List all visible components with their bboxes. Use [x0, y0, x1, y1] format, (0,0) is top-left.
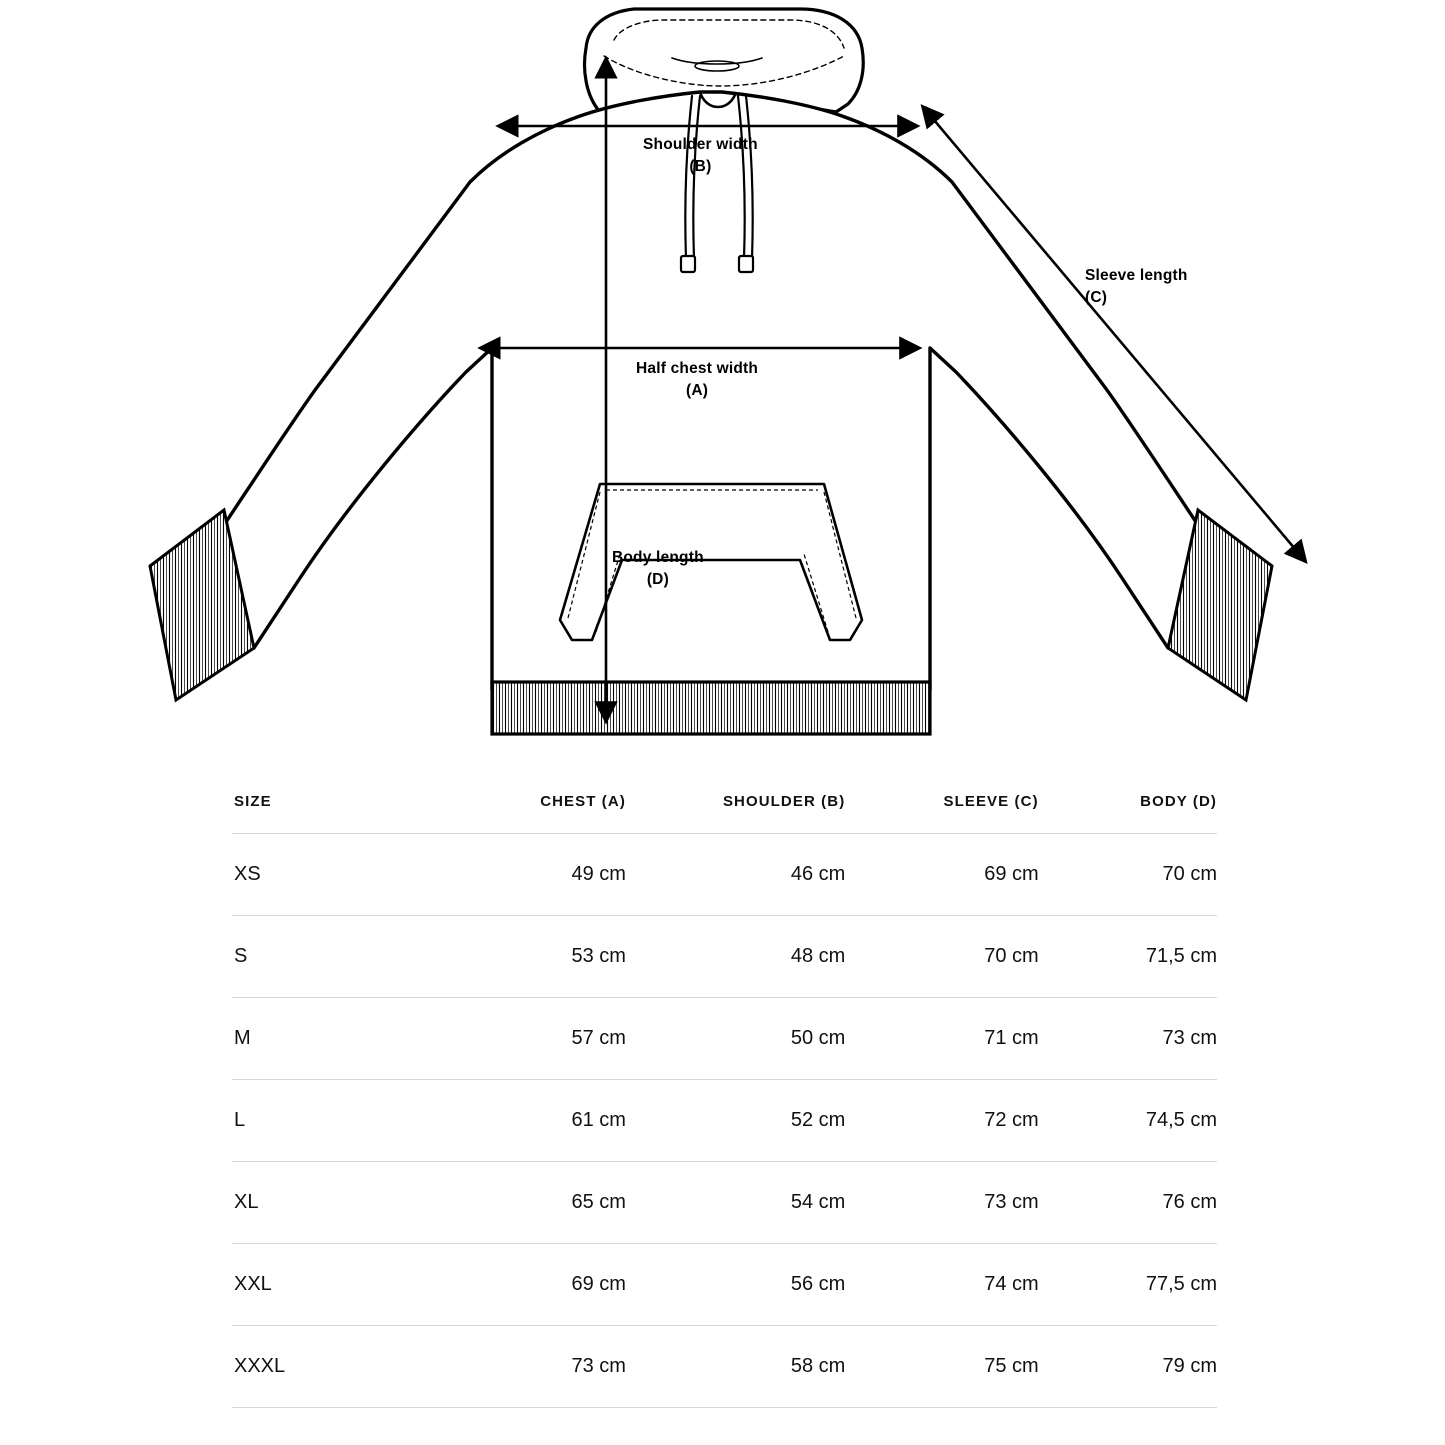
cell-body: 73 cm [1043, 998, 1217, 1080]
cell-chest: 65 cm [431, 1162, 630, 1244]
cell-shoulder: 54 cm [630, 1162, 849, 1244]
body-length-label [612, 547, 704, 592]
half-chest-width-label-line1: Half chest width [636, 360, 759, 377]
drawstring-tip-right [739, 256, 753, 272]
shoulder-width-label [643, 134, 758, 179]
size-chart-head [232, 775, 1217, 834]
cell-sleeve: 73 cm [849, 1162, 1042, 1244]
cell-shoulder: 56 cm [630, 1244, 849, 1326]
cell-size: M [232, 998, 431, 1080]
cell-body: 79 cm [1043, 1326, 1217, 1408]
cell-size: XXXL [232, 1326, 431, 1408]
table-header-row [232, 775, 1217, 834]
cell-chest: 57 cm [431, 998, 630, 1080]
cell-shoulder: 52 cm [630, 1080, 849, 1162]
cell-sleeve: 69 cm [849, 834, 1042, 916]
waist-ribbing [492, 682, 930, 734]
half-chest-width-label-line2: (A) [685, 382, 709, 400]
cell-shoulder: 50 cm [630, 998, 849, 1080]
table-row [232, 1080, 1217, 1162]
cell-size: S [232, 916, 431, 998]
table-row [232, 1326, 1217, 1408]
cell-chest: 49 cm [431, 834, 630, 916]
column-header-shoulder: SHOULDER (B) [722, 792, 846, 810]
cell-chest: 69 cm [431, 1244, 630, 1326]
cell-shoulder: 58 cm [630, 1326, 849, 1408]
cell-chest: 53 cm [431, 916, 630, 998]
table-row [232, 1162, 1217, 1244]
cell-size: XXL [232, 1244, 431, 1326]
sleeve-length-label-line1: Sleeve length [1085, 267, 1188, 284]
body-length-label-line1: Body length [612, 549, 704, 566]
cell-sleeve: 75 cm [849, 1326, 1042, 1408]
cell-size: L [232, 1080, 431, 1162]
cell-size: XL [232, 1162, 431, 1244]
cell-body: 76 cm [1043, 1162, 1217, 1244]
sleeve-length-label-line2: (C) [1085, 289, 1108, 307]
cell-body: 77,5 cm [1043, 1244, 1217, 1326]
drawstring-tip-left [681, 256, 695, 272]
cell-shoulder: 46 cm [630, 834, 849, 916]
cell-sleeve: 70 cm [849, 916, 1042, 998]
column-header-size: SIZE [234, 792, 272, 810]
table-row [232, 998, 1217, 1080]
shoulder-width-label-line1: Shoulder width [643, 136, 758, 153]
cell-body: 71,5 cm [1043, 916, 1217, 998]
body-length-label-line2: (D) [646, 571, 669, 589]
half-chest-width-label [636, 358, 758, 403]
cell-body: 70 cm [1043, 834, 1217, 916]
cell-body: 74,5 cm [1043, 1080, 1217, 1162]
cell-chest: 61 cm [431, 1080, 630, 1162]
cell-shoulder: 48 cm [630, 916, 849, 998]
cell-chest: 73 cm [431, 1326, 630, 1408]
column-header-sleeve: SLEEVE (C) [943, 792, 1039, 810]
size-chart-table [232, 775, 1217, 1408]
table-row [232, 834, 1217, 916]
sleeve-length-label [1085, 265, 1188, 310]
column-header-body: BODY (D) [1140, 792, 1217, 810]
cell-sleeve: 71 cm [849, 998, 1042, 1080]
cell-sleeve: 74 cm [849, 1244, 1042, 1326]
column-header-chest: CHEST (A) [540, 792, 626, 810]
size-chart-body [232, 834, 1217, 1408]
table-row [232, 1244, 1217, 1326]
shoulder-width-label-line2: (B) [689, 158, 712, 176]
cell-size: XS [232, 834, 431, 916]
cell-sleeve: 72 cm [849, 1080, 1042, 1162]
table-row [232, 916, 1217, 998]
